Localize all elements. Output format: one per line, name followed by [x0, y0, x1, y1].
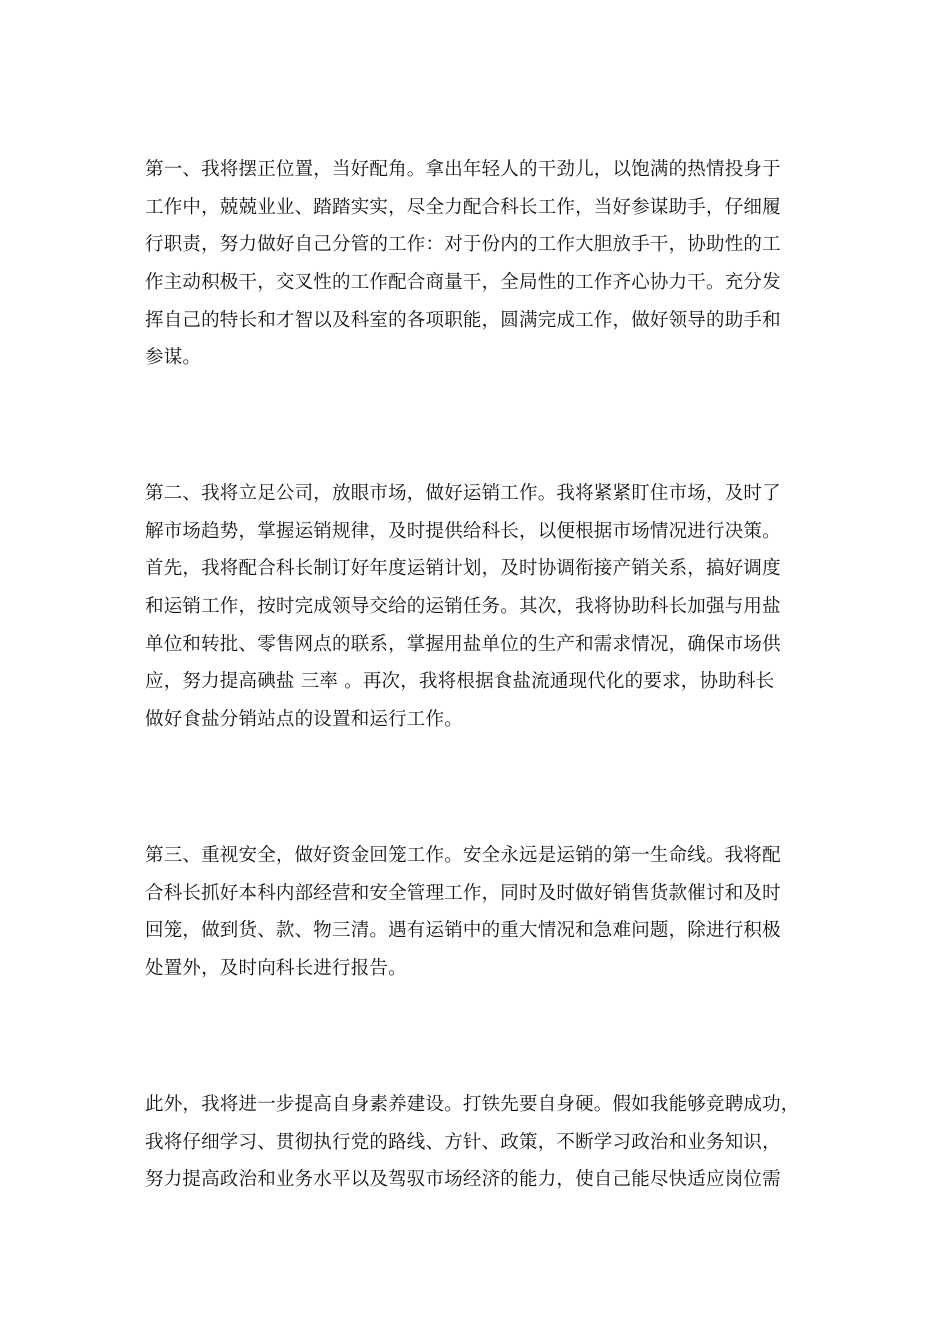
text-line: 回笼，做到货、款、物三清。遇有运销中的重大情况和急难问题，除进行积极: [145, 920, 781, 942]
text-line: 处置外，及时向科长进行报告。: [145, 958, 407, 980]
text-line: 作主动积极干，交叉性的工作配合商量干，全局性的工作齐心协力干。充分发: [145, 272, 781, 294]
paragraph-second-point: [145, 475, 817, 739]
text-line: 我将仔细学习、贯彻执行党的路线、方针、政策，不断学习政治和业务知识，: [145, 1131, 781, 1153]
paragraph-first-point: [145, 151, 817, 377]
text-line: 努力提高政治和业务水平以及驾驭市场经济的能力，使自己能尽快适应岗位需: [145, 1169, 781, 1191]
text-line: 挥自己的特长和才智以及科室的各项职能，圆满完成工作，做好领导的助手和: [145, 309, 781, 331]
paragraph-additionally: [145, 1086, 817, 1199]
text-line: 单位和转批、零售网点的联系，掌握用盐单位的生产和需求情况，确保市场供: [145, 633, 781, 655]
text-line: 解市场趋势，掌握运销规律，及时提供给科长，以便根据市场情况进行决策。: [145, 520, 781, 542]
text-line: 第一、我将摆正位置，当好配角。拿出年轻人的干劲儿，以饱满的热情投身于: [145, 159, 781, 180]
text-line: 和运销工作，按时完成领导交给的运销任务。其次，我将协助科长加强与用盐: [145, 596, 781, 618]
text-line: 应，努力提高碘盐 三率 。再次，我将根据食盐流通现代化的要求，协助科长: [145, 671, 775, 693]
text-line: 工作中，兢兢业业、踏踏实实，尽全力配合科长工作，当好参谋助手，仔细履: [145, 196, 781, 218]
text-line: 做好食盐分销站点的设置和运行工作。: [145, 709, 463, 731]
paragraph-third-point: [145, 837, 817, 988]
text-line: 第二、我将立足公司，放眼市场，做好运销工作。我将紧紧盯住市场，及时了: [145, 483, 781, 504]
text-line: 行职责，努力做好自己分管的工作：对于份内的工作大胆放手干，协助性的工: [145, 234, 781, 256]
text-line: 首先，我将配合科长制订好年度运销计划，及时协调衔接产销关系，搞好调度: [145, 558, 781, 580]
text-line: 第三、重视安全，做好资金回笼工作。安全永远是运销的第一生命线。我将配: [145, 845, 781, 866]
text-line: 合科长抓好本科内部经营和安全管理工作，同时及时做好销售货款催讨和及时: [145, 882, 781, 904]
text-line: 此外，我将进一步提高自身素养建设。打铁先要自身硬。假如我能够竞聘成功，: [145, 1094, 800, 1115]
text-line: 参谋。: [145, 347, 202, 369]
